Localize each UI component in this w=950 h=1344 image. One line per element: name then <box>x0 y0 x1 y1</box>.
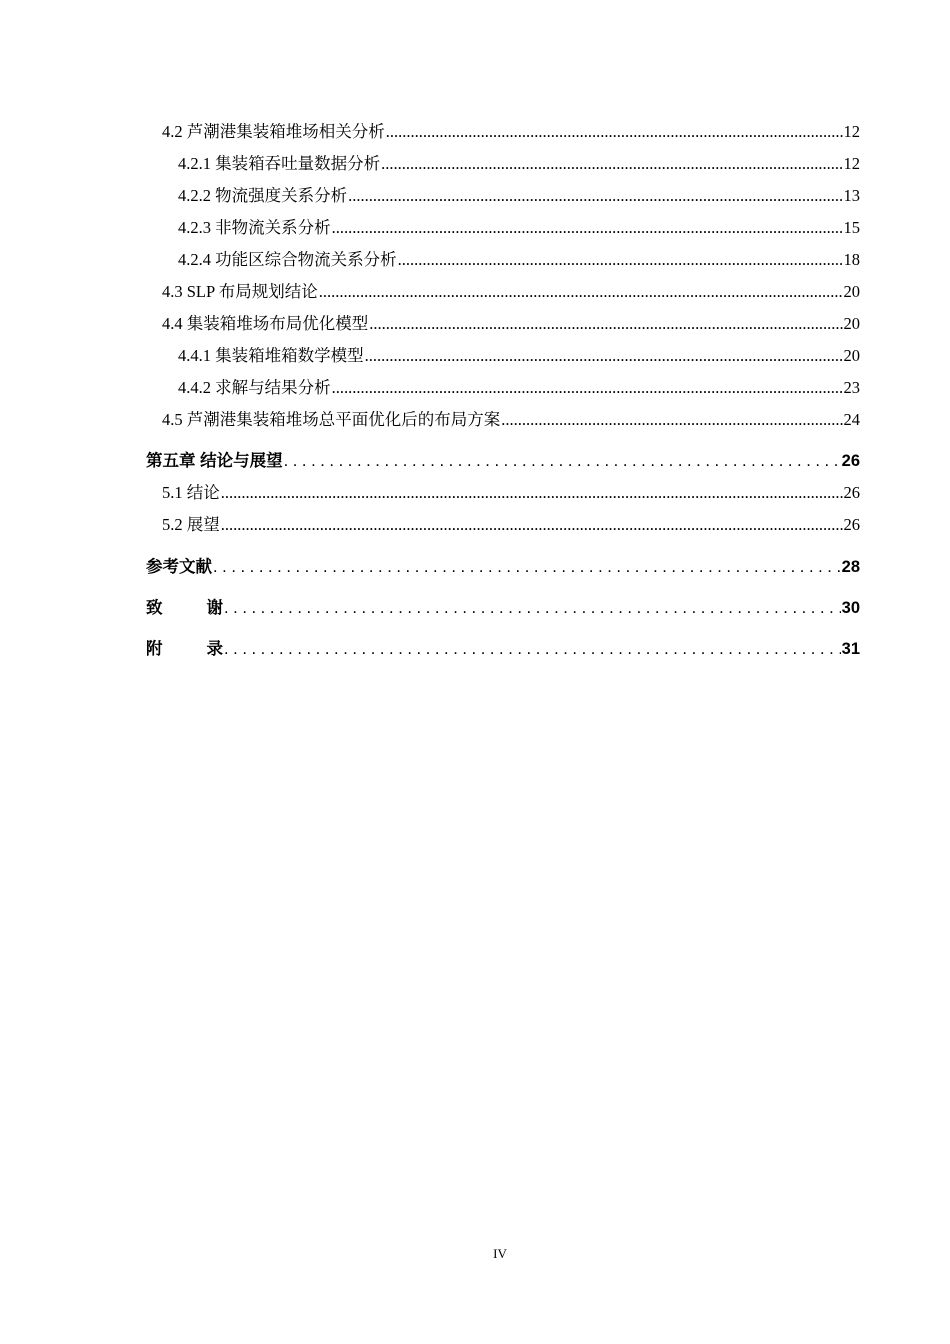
toc-leader-dots <box>224 641 841 658</box>
toc-appendix[interactable] <box>146 641 860 658</box>
toc-entry-page: 12 <box>843 122 860 141</box>
toc-entry-5-1[interactable] <box>162 485 860 502</box>
toc-leader-dots <box>332 380 843 397</box>
toc-entry-label: 5.1 结论 <box>162 483 220 502</box>
toc-label-char: 致 <box>146 599 163 617</box>
toc-entry-page: 20 <box>843 282 860 301</box>
toc-leader-dots <box>365 348 843 365</box>
toc-leader-dots <box>381 156 842 173</box>
toc-entry-page: 20 <box>843 314 860 333</box>
toc-label-char: 谢 <box>206 599 223 617</box>
toc-entry-4-5[interactable] <box>162 412 860 429</box>
toc-entry-4-2-3[interactable] <box>178 220 860 237</box>
toc-entry-label: 4.2.4 功能区综合物流关系分析 <box>178 250 397 269</box>
toc-acknowledgements[interactable] <box>146 600 860 617</box>
toc-entry-label: 4.2 芦潮港集装箱堆场相关分析 <box>162 122 385 141</box>
toc-entry-page: 26 <box>843 483 860 502</box>
toc-entry-4-4-1[interactable] <box>178 348 860 365</box>
toc-entry-label <box>146 641 223 658</box>
toc-references[interactable] <box>146 559 860 576</box>
toc-entry-page: 13 <box>843 186 860 205</box>
toc-entry-label: 参考文献 <box>146 558 212 576</box>
toc-entry-4-4-2[interactable] <box>178 380 860 397</box>
toc-leader-dots <box>348 188 842 205</box>
toc-leader-dots <box>386 124 843 141</box>
toc-entry-page: 24 <box>843 410 860 429</box>
toc-leader-dots <box>221 485 843 502</box>
toc-leader-dots <box>284 453 841 470</box>
toc-entry-page: 31 <box>841 640 860 658</box>
toc-leader-dots <box>369 316 842 333</box>
toc-label-char: 录 <box>206 640 223 658</box>
toc-entry-label: 4.5 芦潮港集装箱堆场总平面优化后的布局方案 <box>162 410 501 429</box>
toc-entry-page: 18 <box>843 250 860 269</box>
page-number-footer: IV <box>493 1246 507 1261</box>
toc-leader-dots <box>213 559 841 576</box>
toc-entry-label: 4.2.1 集装箱吞吐量数据分析 <box>178 154 381 173</box>
toc-entry-label: 5.2 展望 <box>162 515 220 534</box>
toc-entry-label: 第五章 结论与展望 <box>146 452 283 470</box>
toc-entry-5-2[interactable] <box>162 517 860 534</box>
toc-entry-label <box>146 600 223 617</box>
toc-entry-4-2-4[interactable] <box>178 252 860 269</box>
toc-leader-dots <box>224 600 841 617</box>
toc-entry-label: 4.2.3 非物流关系分析 <box>178 218 331 237</box>
toc-entry-page: 23 <box>843 378 860 397</box>
toc-chapter-5[interactable] <box>146 453 860 470</box>
toc-entry-4-2-2[interactable] <box>178 188 860 205</box>
toc-entry-4-2-1[interactable] <box>178 156 860 173</box>
toc-entry-label: 4.4.1 集装箱堆箱数学模型 <box>178 346 364 365</box>
toc-label-char: 附 <box>146 640 163 658</box>
toc-entry-4-2[interactable] <box>162 124 860 141</box>
toc-leader-dots <box>221 517 843 534</box>
toc-entry-page: 15 <box>843 218 860 237</box>
toc-entry-page: 26 <box>843 515 860 534</box>
toc-entry-label: 4.3 SLP 布局规划结论 <box>162 282 318 301</box>
toc-leader-dots <box>501 412 842 429</box>
toc-entry-page: 30 <box>841 599 860 617</box>
toc-entry-4-3[interactable] <box>162 284 860 301</box>
toc-entry-page: 12 <box>843 154 860 173</box>
toc-entry-label: 4.4.2 求解与结果分析 <box>178 378 331 397</box>
toc-entry-page: 20 <box>843 346 860 365</box>
toc-entry-page: 26 <box>841 452 860 470</box>
toc-leader-dots <box>332 220 843 237</box>
toc-entry-4-4[interactable] <box>162 316 860 333</box>
toc-entry-label: 4.4 集装箱堆场布局优化模型 <box>162 314 369 333</box>
toc-entry-page: 28 <box>841 558 860 576</box>
toc-entry-label: 4.2.2 物流强度关系分析 <box>178 186 348 205</box>
toc-leader-dots <box>319 284 843 301</box>
toc-leader-dots <box>398 252 843 269</box>
